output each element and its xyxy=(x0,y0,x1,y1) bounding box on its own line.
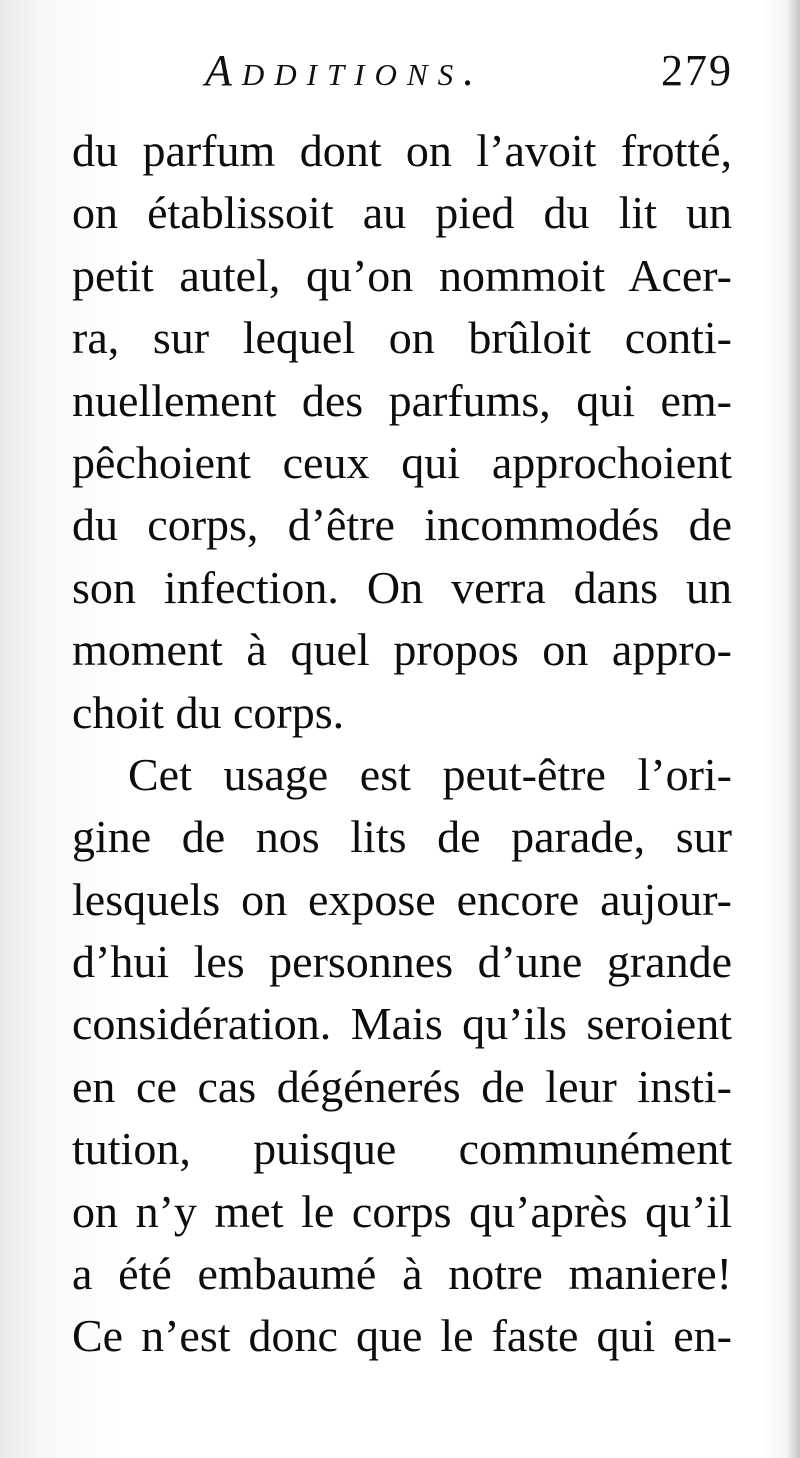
text-line: Ce n’est donc que le faste qui en- xyxy=(72,1310,732,1362)
text-line: du parfum dont on l’avoit frotté, xyxy=(72,125,732,176)
text-line: du corps, d’être incommodés de xyxy=(72,499,732,551)
text-line: pêchoient ceux qui approchoient xyxy=(72,436,732,488)
text-line: son infection. On verra dans un xyxy=(72,561,732,613)
running-head-title: Additions. xyxy=(205,46,485,95)
text-line: considération. Mais qu’ils seroient xyxy=(72,998,732,1050)
text-line: ra, sur lequel on brûloit conti- xyxy=(72,312,732,364)
text-line: on n’y met le corps qu’après qu’il xyxy=(72,1185,732,1237)
text-line: petit autel, qu’on nommoit Acer- xyxy=(72,249,732,301)
text-line: nuellement des parfums, qui em- xyxy=(72,374,732,426)
text-line: on établissoit au pied du lit un xyxy=(72,187,732,239)
text-line: lesquels on expose encore aujour- xyxy=(72,873,732,925)
body-text xyxy=(72,120,732,1368)
page-edge-shadow xyxy=(786,0,800,1458)
text-line: Cet usage est peut-être l’ori- xyxy=(128,748,732,800)
text-line: choit du corps. xyxy=(72,686,345,738)
text-line: tution, puisque communément xyxy=(72,1123,732,1175)
text-line: en ce cas dégénerés de leur insti- xyxy=(72,1060,732,1112)
text-line: moment à quel propos on appro- xyxy=(72,624,732,676)
text-line: gine de nos lits de parade, sur xyxy=(72,811,732,863)
running-head xyxy=(205,45,745,105)
page-number: 279 xyxy=(661,46,733,95)
text-line: d’hui les personnes d’une grande xyxy=(72,936,732,988)
text-line: a été embaumé à notre maniere! xyxy=(72,1248,732,1300)
